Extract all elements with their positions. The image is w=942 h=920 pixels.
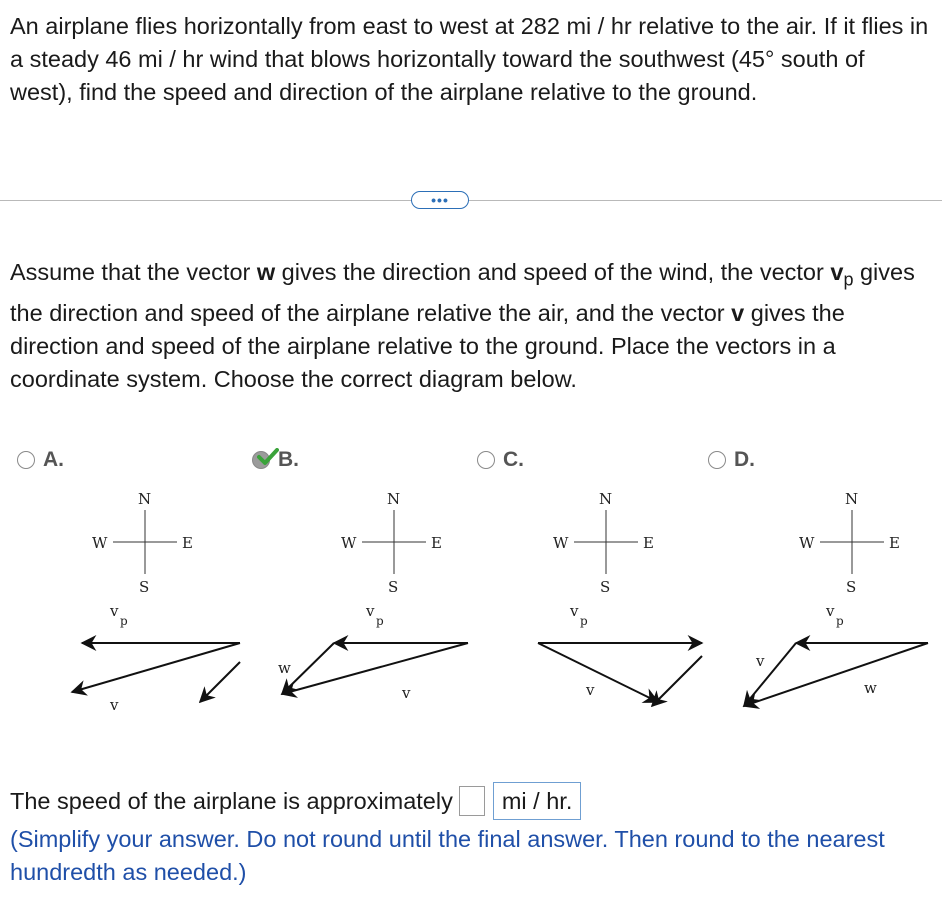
checkmark-icon xyxy=(257,448,279,466)
vector-w-arrow xyxy=(652,656,702,706)
vector-v-label: v xyxy=(731,299,745,326)
vector-w-arrow xyxy=(200,662,240,702)
compass-e: E xyxy=(182,534,193,552)
label-vp: v xyxy=(570,602,579,620)
vector-v-arrow xyxy=(282,643,468,694)
radio-c[interactable] xyxy=(477,451,495,469)
vector-vp-subscript: p xyxy=(843,269,854,290)
diagram-d xyxy=(744,490,928,706)
vector-diagrams xyxy=(0,480,942,720)
label-vp: v xyxy=(826,602,835,620)
choice-d[interactable] xyxy=(708,443,755,477)
compass-e: E xyxy=(431,534,442,552)
problem-statement: An airplane flies horizontally from east to west at 282 mi / hr relative to the air. If it flies in a steady 46 mi / hr wind that blows horizontally toward the southwest (45° south of west), find the speed and direction of the airplane relative to the ground. xyxy=(10,13,929,105)
choice-c-label: C. xyxy=(503,448,524,471)
diagram-a xyxy=(72,490,240,714)
vector-w-arrow xyxy=(744,643,928,706)
choice-a[interactable] xyxy=(17,443,64,477)
label-vp-sub: p xyxy=(120,614,128,628)
instructions xyxy=(10,256,935,396)
radio-d[interactable] xyxy=(708,451,726,469)
instructions-part3: gives the direction and speed of the airplane relative the air, and the vector xyxy=(10,259,915,326)
compass-n: N xyxy=(845,490,859,508)
compass-n: N xyxy=(599,490,613,508)
instructions-part1: Assume that the vector xyxy=(10,259,257,285)
label-w: w xyxy=(864,679,877,697)
choice-b-label: B. xyxy=(278,448,299,471)
compass-w: W xyxy=(553,534,569,552)
answer-hint: (Simplify your answer. Do not round until the final answer. Then round to the nearest hundredth as needed.) xyxy=(10,826,885,885)
answer-prefix: The speed of the airplane is approximately xyxy=(10,788,453,814)
compass-s: S xyxy=(846,578,857,596)
compass-s: S xyxy=(388,578,399,596)
compass-a xyxy=(92,490,193,596)
vector-w-label: w xyxy=(256,259,276,285)
section-divider xyxy=(0,200,942,201)
label-w: w xyxy=(278,659,291,677)
compass-c xyxy=(553,490,654,596)
show-more-button[interactable]: ••• xyxy=(411,191,469,209)
label-v: v xyxy=(402,684,411,702)
compass-w: W xyxy=(92,534,108,552)
compass-d xyxy=(799,490,900,596)
compass-n: N xyxy=(387,490,401,508)
compass-w: W xyxy=(799,534,815,552)
choice-a-label: A. xyxy=(43,448,64,471)
compass-n: N xyxy=(138,490,152,508)
radio-a[interactable] xyxy=(17,451,35,469)
label-vp: v xyxy=(110,602,119,620)
compass-e: E xyxy=(889,534,900,552)
label-v: v xyxy=(586,681,595,699)
speed-answer-input[interactable] xyxy=(459,786,485,816)
instructions-part2: gives the direction and speed of the wind, the vector xyxy=(275,259,831,285)
compass-b xyxy=(341,490,442,596)
vector-v-arrow xyxy=(72,643,240,692)
label-vp-sub: p xyxy=(376,614,384,628)
label-vp: v xyxy=(366,602,375,620)
compass-s: S xyxy=(139,578,150,596)
label-vp-sub: p xyxy=(580,614,588,628)
choice-d-label: D. xyxy=(734,448,755,471)
instructions-part4: gives the direction and speed of the airplane relative to the ground. Place the vectors in a coordinate system. Choose the correct diagram below. xyxy=(10,299,845,392)
compass-w: W xyxy=(341,534,357,552)
answer-unit: mi / hr. xyxy=(493,782,582,820)
choice-c[interactable] xyxy=(477,443,524,477)
label-vp-sub: p xyxy=(836,614,844,628)
label-v: v xyxy=(756,652,765,670)
diagram-c xyxy=(538,490,702,706)
label-v: v xyxy=(110,696,119,714)
radio-b[interactable] xyxy=(252,451,270,469)
compass-e: E xyxy=(643,534,654,552)
vector-v-arrow xyxy=(538,643,658,702)
choice-b[interactable] xyxy=(252,443,299,477)
answer-line xyxy=(10,782,581,820)
diagram-b xyxy=(278,490,468,702)
compass-s: S xyxy=(600,578,611,596)
vector-vp-label: v xyxy=(830,259,844,285)
